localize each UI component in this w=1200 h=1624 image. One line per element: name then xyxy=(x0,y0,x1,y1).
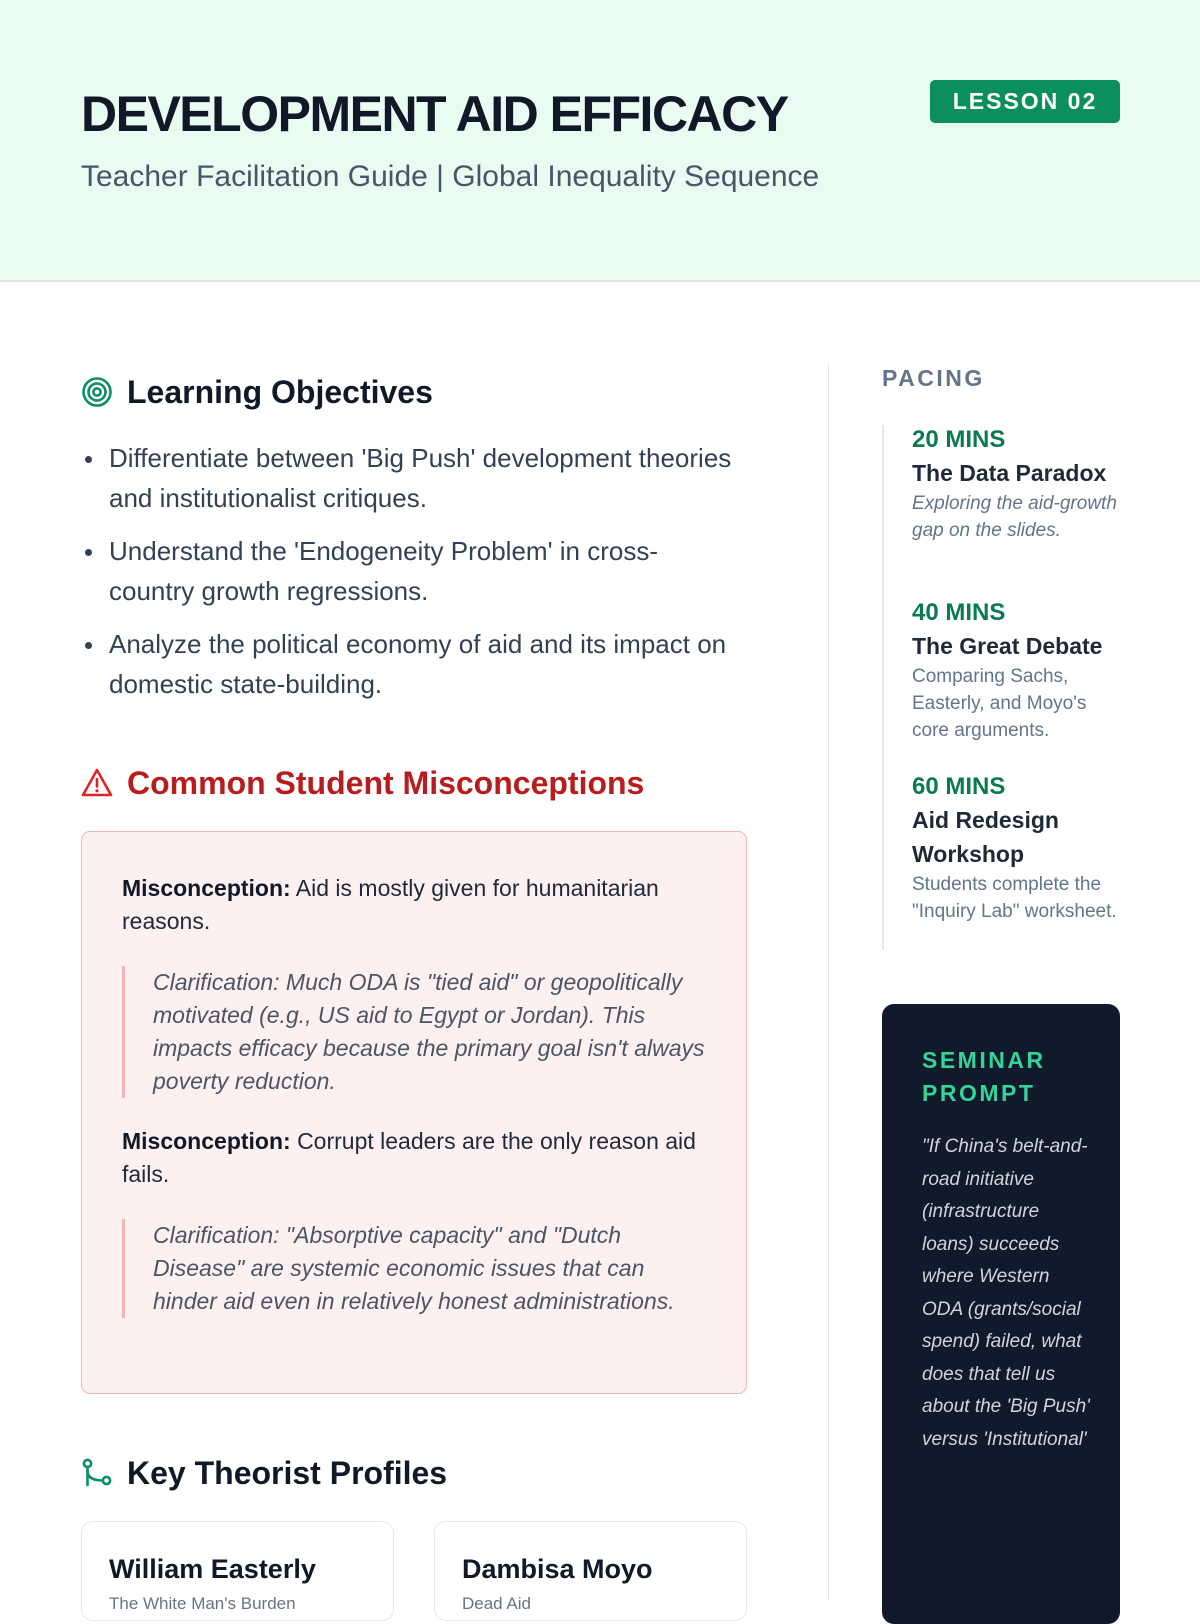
branch-icon xyxy=(81,1457,113,1489)
pacing-description: Exploring the aid-growth gap on the slides. xyxy=(912,493,1117,541)
misconception-label: Misconception: xyxy=(122,1128,291,1154)
theorist-card xyxy=(434,1521,747,1621)
misconceptions-box xyxy=(81,831,747,1394)
pacing-item xyxy=(912,597,1124,744)
pacing-title: Aid Redesign Workshop xyxy=(912,807,1059,867)
page-title: DEVELOPMENT AID EFFICACY xyxy=(81,86,788,142)
pacing-description: Comparing Sachs, Easterly, and Moyo's core arguments. xyxy=(912,666,1087,741)
warning-triangle-icon xyxy=(81,767,113,799)
pacing-duration: 20 MINS xyxy=(912,426,1006,453)
target-icon xyxy=(81,376,113,408)
theorists-title: Key Theorist Profiles xyxy=(127,1455,448,1491)
pacing-duration: 40 MINS xyxy=(912,599,1006,626)
theorists-heading xyxy=(81,1453,447,1493)
seminar-prompt-card xyxy=(882,1004,1120,1624)
theorist-card xyxy=(81,1521,394,1621)
seminar-text: "If China's belt-and-road initiative (infrastructure loans) succeeds where Western ODA (grants/social spend) failed, what does that tell us about the 'Big Push' versus 'Institutional' xyxy=(922,1136,1090,1450)
theorist-book: Dead Aid xyxy=(462,1594,531,1613)
misconception-item xyxy=(122,1125,712,1191)
list-item: Analyze the political economy of aid and its impact on domestic state-building. xyxy=(81,624,741,704)
list-item: Understand the 'Endogeneity Problem' in cross-country growth regressions. xyxy=(81,531,741,611)
theorist-name: William Easterly xyxy=(109,1554,316,1584)
misconception-text: Corrupt leaders are the only reason aid fails. xyxy=(122,1128,696,1187)
list-item: Differentiate between 'Big Push' development theories and institutionalist critiques. xyxy=(81,438,741,518)
misconceptions-heading xyxy=(81,763,644,803)
misconception-label: Misconception: xyxy=(122,875,291,901)
pacing-title: The Great Debate xyxy=(912,633,1103,659)
pacing-timeline-line xyxy=(882,425,884,950)
objectives-list xyxy=(81,438,741,717)
pacing-duration: 60 MINS xyxy=(912,773,1006,800)
pacing-item xyxy=(912,771,1124,925)
pacing-item xyxy=(912,424,1124,544)
clarification-quote: Clarification: Much ODA is "tied aid" or geopolitically motivated (e.g., US aid to Egypt or Jordan). This impacts efficacy because the primary goal isn't always poverty reduction. xyxy=(122,966,712,1098)
pacing-label: PACING xyxy=(882,365,985,391)
misconception-item xyxy=(122,872,712,938)
column-divider xyxy=(828,364,829,1600)
seminar-title: SEMINAR PROMPT xyxy=(922,1047,1046,1106)
pacing-description: Students complete the "Inquiry Lab" worksheet. xyxy=(912,874,1117,922)
misconceptions-title: Common Student Misconceptions xyxy=(127,765,645,801)
theorist-book: The White Man's Burden xyxy=(109,1594,296,1613)
theorist-name: Dambisa Moyo xyxy=(462,1554,653,1584)
objectives-title: Learning Objectives xyxy=(127,374,433,410)
page-subtitle: Teacher Facilitation Guide | Global Inequality Sequence xyxy=(81,160,820,193)
misconception-text: Aid is mostly given for humanitarian reasons. xyxy=(122,875,659,934)
lesson-badge: LESSON 02 xyxy=(930,80,1120,123)
objectives-heading xyxy=(81,372,433,412)
lesson-header xyxy=(0,0,1200,282)
pacing-title: The Data Paradox xyxy=(912,460,1107,486)
clarification-quote: Clarification: "Absorptive capacity" and "Dutch Disease" are systemic economic issues that can hinder aid even in relatively honest administrations. xyxy=(122,1219,712,1318)
